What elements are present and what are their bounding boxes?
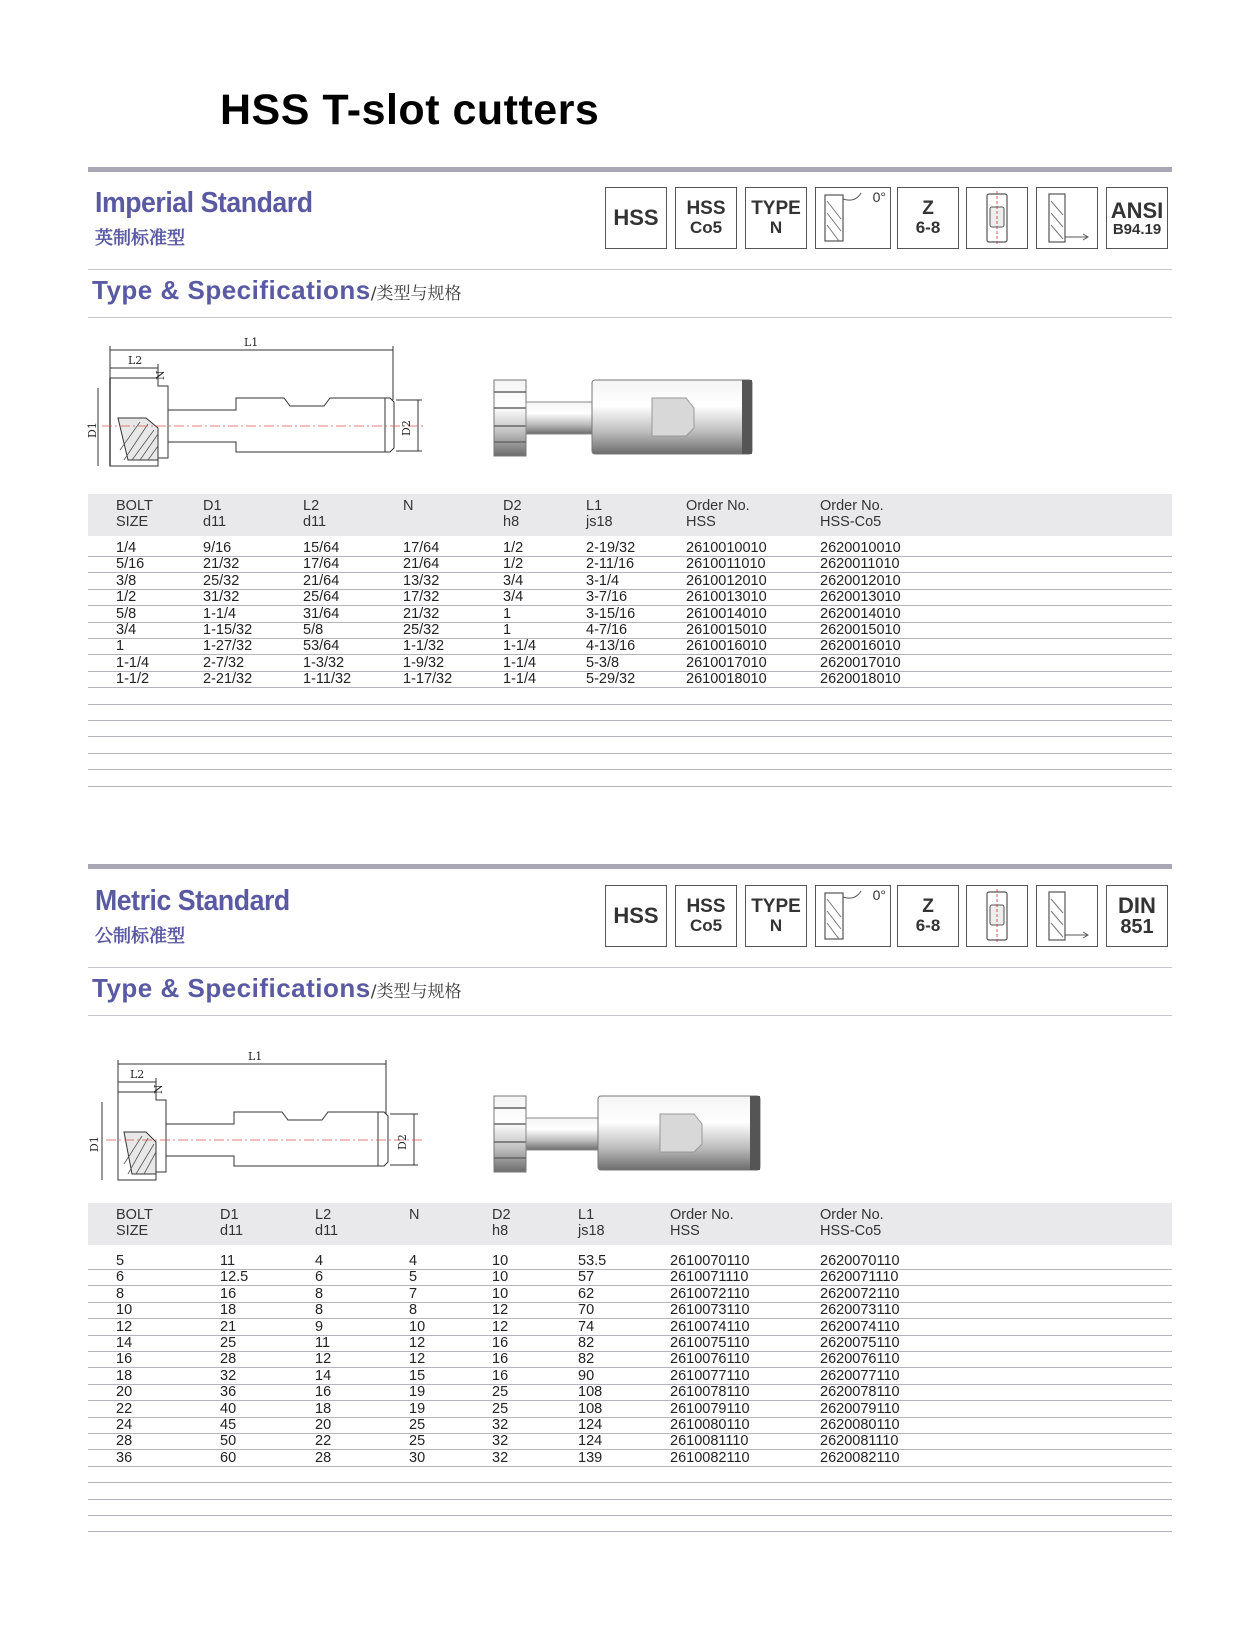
table-cell: 2-19/32	[586, 540, 636, 556]
table-cell: 2620016010	[820, 638, 901, 655]
table-cell: 2610080110	[670, 1417, 750, 1433]
column-header: L1 js18	[578, 1207, 605, 1239]
table-cell: 124	[578, 1417, 603, 1433]
column-header: D2 h8	[503, 498, 522, 530]
dim-label-l2: L2	[130, 1068, 145, 1081]
table-cell: 2620076110	[820, 1351, 900, 1368]
table-cell: 24	[116, 1417, 133, 1433]
table-cell: 32	[492, 1417, 509, 1433]
badge-hss-label: HSS	[613, 205, 659, 231]
divider	[88, 967, 1172, 968]
table-cell: 18	[220, 1302, 237, 1319]
table-header	[88, 1203, 1172, 1245]
spec-title: Type & Specifications/类型与规格	[92, 973, 462, 1003]
row-divider	[88, 1302, 1172, 1303]
table-cell: 2610015010	[686, 622, 767, 638]
table-cell: 21/32	[403, 605, 440, 622]
table-cell: 4-7/16	[586, 622, 628, 638]
cutting-direction-icon	[1039, 191, 1095, 245]
table-cell: 82	[578, 1335, 595, 1351]
table-cell: 1-11/32	[303, 671, 352, 688]
row-divider	[88, 1400, 1172, 1401]
technical-drawing	[88, 1052, 428, 1184]
table-cell: 10	[492, 1269, 509, 1286]
table-cell: 7	[409, 1285, 418, 1302]
table-cell: 2610013010	[686, 589, 767, 606]
table-cell: 25	[492, 1400, 509, 1417]
table-cell: 5/8	[303, 622, 324, 638]
section-divider	[88, 864, 1172, 869]
shank-flat-icon	[977, 191, 1017, 245]
table-cell: 3/8	[116, 572, 137, 589]
table-cell: 1-1/4	[116, 654, 150, 671]
table-cell: 17/64	[303, 556, 340, 573]
dim-label-n: N	[154, 370, 167, 380]
badge-hss-label: HSS	[613, 903, 659, 929]
table-cell: 22	[116, 1400, 133, 1417]
table-cell: 17/32	[403, 589, 440, 606]
table-cell: 32	[220, 1367, 237, 1384]
table-cell: 30	[409, 1449, 426, 1466]
table-cell: 2610082110	[670, 1449, 750, 1466]
table-cell: 3/4	[503, 572, 524, 589]
badge-type-top: TYPE	[751, 896, 801, 918]
table-cell: 62	[578, 1285, 595, 1302]
column-header: Order No. HSS-Co5	[820, 1207, 884, 1239]
column-header: BOLT SIZE	[116, 1207, 153, 1239]
badge-hss-co5-top: HSS	[686, 896, 726, 918]
badge-standard	[1106, 885, 1168, 947]
dim-label-d1: D1	[88, 1136, 101, 1152]
table-cell: 1-15/32	[203, 622, 253, 638]
table-cell: 2610070110	[670, 1253, 750, 1269]
table-cell: 6	[116, 1269, 125, 1286]
table-cell: 16	[220, 1285, 237, 1302]
table-cell: 2610012010	[686, 572, 767, 589]
table-cell: 2620013010	[820, 589, 901, 606]
table-cell: 36	[220, 1384, 237, 1401]
table-cell: 2620010010	[820, 540, 901, 556]
table-cell: 53.5	[578, 1253, 607, 1269]
column-header: D2 h8	[492, 1207, 511, 1239]
table-cell: 2610079110	[670, 1400, 750, 1417]
table-cell: 1/4	[116, 540, 137, 556]
badge-type	[745, 187, 807, 249]
empty-row-line	[88, 1499, 1172, 1500]
table-cell: 18	[315, 1400, 332, 1417]
table-cell: 14	[315, 1367, 332, 1384]
table-cell: 12	[315, 1351, 332, 1368]
table-cell: 2620072110	[820, 1285, 900, 1302]
empty-row-line	[88, 1482, 1172, 1483]
badge-hss-co5	[675, 885, 737, 947]
row-divider	[88, 1367, 1172, 1368]
table-cell: 5/16	[116, 556, 145, 573]
table-cell: 90	[578, 1367, 595, 1384]
table-cell: 3/4	[116, 622, 137, 638]
standard-title: Metric Standard	[95, 885, 290, 917]
table-cell: 2620078110	[820, 1384, 900, 1401]
dim-label-d2: D2	[396, 1134, 409, 1150]
standard-title: Imperial Standard	[95, 187, 313, 219]
table-cell: 108	[578, 1384, 603, 1401]
column-header: Order No. HSS-Co5	[820, 498, 884, 530]
table-cell: 1-1/4	[503, 638, 537, 655]
product-image	[488, 378, 768, 458]
table-cell: 2620018010	[820, 671, 901, 688]
table-cell: 2620014010	[820, 605, 901, 622]
column-header: L2 d11	[315, 1207, 339, 1239]
table-cell: 12.5	[220, 1269, 249, 1286]
table-cell: 8	[315, 1302, 324, 1319]
row-divider	[88, 1433, 1172, 1434]
table-cell: 5	[409, 1269, 418, 1286]
row-divider	[88, 1449, 1172, 1450]
table-cell: 5-29/32	[586, 671, 636, 688]
table-cell: 2610010010	[686, 540, 767, 556]
badge-type-bottom: N	[769, 218, 783, 238]
column-header: N	[403, 498, 414, 514]
table-cell: 2620074110	[820, 1318, 900, 1335]
row-divider	[88, 1318, 1172, 1319]
table-cell: 32	[492, 1449, 509, 1466]
technical-drawing	[88, 338, 428, 470]
cutting-direction-icon	[1039, 889, 1095, 943]
table-cell: 2610071110	[670, 1269, 749, 1286]
table-cell: 21/32	[203, 556, 240, 573]
table-cell: 2610011010	[686, 556, 766, 573]
product-image	[488, 1094, 778, 1174]
table-cell: 2620080110	[820, 1417, 900, 1433]
row-divider	[88, 572, 1172, 573]
table-cell: 31/64	[303, 605, 340, 622]
table-cell: 1-27/32	[203, 638, 253, 655]
column-header: D1 d11	[203, 498, 227, 530]
table-cell: 2610076110	[670, 1351, 750, 1368]
row-divider	[88, 589, 1172, 590]
table-cell: 1	[116, 638, 125, 655]
table-cell: 1	[503, 605, 512, 622]
row-divider	[88, 687, 1172, 688]
empty-row-line	[88, 1515, 1172, 1516]
table-cell: 10	[116, 1302, 133, 1319]
table-cell: 1-1/2	[116, 671, 150, 688]
empty-row-line	[88, 1531, 1172, 1532]
column-header: L1 js18	[586, 498, 613, 530]
table-cell: 16	[315, 1384, 332, 1401]
table-cell: 2620017010	[820, 654, 901, 671]
column-header: L2 d11	[303, 498, 327, 530]
table-cell: 8	[116, 1285, 125, 1302]
table-cell: 2620071110	[820, 1269, 899, 1286]
table-cell: 3-7/16	[586, 589, 628, 606]
table-cell: 8	[409, 1302, 418, 1319]
badge-type	[745, 885, 807, 947]
table-cell: 40	[220, 1400, 237, 1417]
table-cell: 2620015010	[820, 622, 901, 638]
badge-z-bottom: 6-8	[915, 916, 941, 936]
table-cell: 1/2	[503, 540, 524, 556]
badge-shank-flat	[966, 187, 1028, 249]
table-cell: 1-1/4	[203, 605, 237, 622]
row-divider	[88, 654, 1172, 655]
table-cell: 2-7/32	[203, 654, 245, 671]
table-cell: 21	[220, 1318, 237, 1335]
table-cell: 1	[503, 622, 512, 638]
row-divider	[88, 1335, 1172, 1336]
badge-z-flutes	[897, 885, 959, 947]
shank-flat-icon	[977, 889, 1017, 943]
badge-z-flutes	[897, 187, 959, 249]
table-cell: 2-11/16	[586, 556, 635, 573]
row-divider	[88, 1285, 1172, 1286]
table-cell: 20	[116, 1384, 133, 1401]
badge-standard	[1106, 187, 1168, 249]
empty-row-line	[88, 704, 1172, 705]
table-cell: 1-1/32	[403, 638, 445, 655]
table-cell: 3/4	[503, 589, 524, 606]
table-cell: 25	[492, 1384, 509, 1401]
standard-title-cn: 英制标准型	[95, 228, 185, 249]
table-cell: 15/64	[303, 540, 340, 556]
badge-standard-top: ANSI	[1110, 197, 1164, 223]
table-cell: 21/64	[403, 556, 440, 573]
badge-hss-co5-bottom: Co5	[689, 916, 723, 936]
table-cell: 14	[116, 1335, 133, 1351]
badge-z-bottom: 6-8	[915, 218, 941, 238]
table-cell: 25	[409, 1433, 426, 1450]
table-cell: 22	[315, 1433, 332, 1450]
badge-angle-label: 0°	[872, 887, 886, 903]
row-divider	[88, 1417, 1172, 1418]
table-cell: 12	[116, 1318, 133, 1335]
table-cell: 28	[315, 1449, 332, 1466]
table-cell: 17/64	[403, 540, 440, 556]
column-header: D1 d11	[220, 1207, 244, 1239]
table-cell: 4-13/16	[586, 638, 636, 655]
column-header: N	[409, 1207, 420, 1223]
badge-cutting-direction	[1036, 885, 1098, 947]
badge-helix-angle	[815, 187, 891, 249]
badge-hss-co5-bottom: Co5	[689, 218, 723, 238]
table-cell: 31/32	[203, 589, 240, 606]
table-cell: 9	[315, 1318, 324, 1335]
table-cell: 12	[409, 1335, 426, 1351]
table-cell: 36	[116, 1449, 133, 1466]
table-cell: 45	[220, 1417, 237, 1433]
empty-row-line	[88, 769, 1172, 770]
table-cell: 139	[578, 1449, 603, 1466]
table-cell: 53/64	[303, 638, 340, 655]
dim-label-l1: L1	[248, 1050, 263, 1063]
badge-standard-bottom: B94.19	[1112, 220, 1162, 238]
row-divider	[88, 1351, 1172, 1352]
badge-shank-flat	[966, 885, 1028, 947]
table-cell: 2610078110	[670, 1384, 750, 1401]
table-cell: 4	[409, 1253, 418, 1269]
table-cell: 8	[315, 1285, 324, 1302]
table-cell: 124	[578, 1433, 603, 1450]
row-divider	[88, 1384, 1172, 1385]
table-cell: 2620079110	[820, 1400, 900, 1417]
badge-type-bottom: N	[769, 916, 783, 936]
badge-cutting-direction	[1036, 187, 1098, 249]
table-cell: 28	[116, 1433, 133, 1450]
table-cell: 10	[409, 1318, 426, 1335]
table-cell: 12	[409, 1351, 426, 1368]
table-cell: 108	[578, 1400, 603, 1417]
table-cell: 1-1/4	[503, 654, 537, 671]
table-cell: 2610074110	[670, 1318, 750, 1335]
table-cell: 1/2	[116, 589, 137, 606]
table-cell: 11	[315, 1335, 331, 1351]
table-cell: 1-9/32	[403, 654, 445, 671]
table-cell: 2620070110	[820, 1253, 900, 1269]
table-cell: 25	[220, 1335, 237, 1351]
table-cell: 2610073110	[670, 1302, 750, 1319]
badge-hss-co5	[675, 187, 737, 249]
table-cell: 2620077110	[820, 1367, 900, 1384]
badge-standard-bottom: 851	[1120, 916, 1154, 939]
table-cell: 70	[578, 1302, 595, 1319]
table-cell: 12	[492, 1318, 509, 1335]
table-cell: 19	[409, 1384, 426, 1401]
badge-standard-top: DIN	[1118, 892, 1156, 918]
dim-label-l1: L1	[244, 336, 259, 349]
table-cell: 10	[492, 1285, 509, 1302]
table-cell: 2610017010	[686, 654, 767, 671]
table-cell: 15	[409, 1367, 426, 1384]
badge-helix-angle	[815, 885, 891, 947]
table-cell: 2610016010	[686, 638, 767, 655]
table-cell: 18	[116, 1367, 133, 1384]
table-cell: 5	[116, 1253, 125, 1269]
table-cell: 25/32	[403, 622, 440, 638]
table-cell: 5-3/8	[586, 654, 620, 671]
divider	[88, 1015, 1172, 1016]
table-cell: 2610081110	[670, 1433, 749, 1450]
badge-z-top: Z	[922, 198, 934, 220]
table-cell: 6	[315, 1269, 324, 1286]
table-cell: 82	[578, 1351, 595, 1368]
table-cell: 74	[578, 1318, 595, 1335]
table-cell: 3-1/4	[586, 572, 620, 589]
row-divider	[88, 1269, 1172, 1270]
table-cell: 20	[315, 1417, 332, 1433]
table-cell: 2620075110	[820, 1335, 900, 1351]
table-cell: 1-1/4	[503, 671, 537, 688]
table-cell: 12	[492, 1302, 509, 1319]
table-cell: 2620082110	[820, 1449, 900, 1466]
empty-row-line	[88, 720, 1172, 721]
table-cell: 2610077110	[670, 1367, 750, 1384]
empty-row-line	[88, 786, 1172, 787]
table-cell: 3-15/16	[586, 605, 636, 622]
table-cell: 1-17/32	[403, 671, 453, 688]
table-cell: 28	[220, 1351, 237, 1368]
table-cell: 2610075110	[670, 1335, 750, 1351]
table-cell: 9/16	[203, 540, 232, 556]
dim-label-d1: D1	[86, 422, 99, 438]
table-cell: 13/32	[403, 572, 440, 589]
dim-label-d2: D2	[400, 420, 413, 436]
page-title: HSS T-slot cutters	[220, 86, 600, 134]
row-divider	[88, 1466, 1172, 1467]
standard-title-cn: 公制标准型	[95, 926, 185, 947]
table-cell: 2620011010	[820, 556, 900, 573]
column-header: BOLT SIZE	[116, 498, 153, 530]
table-cell: 2610014010	[686, 605, 767, 622]
dim-label-n: N	[152, 1084, 165, 1094]
section-divider	[88, 167, 1172, 172]
badge-hss-co5-top: HSS	[686, 198, 726, 220]
table-cell: 2620012010	[820, 572, 901, 589]
table-header	[88, 494, 1172, 536]
table-cell: 2-21/32	[203, 671, 253, 688]
table-cell: 16	[492, 1367, 509, 1384]
divider	[88, 269, 1172, 270]
table-cell: 25/64	[303, 589, 340, 606]
badge-hss	[605, 187, 667, 249]
badge-hss	[605, 885, 667, 947]
table-cell: 19	[409, 1400, 426, 1417]
table-cell: 2610018010	[686, 671, 767, 688]
table-cell: 25	[409, 1417, 426, 1433]
table-cell: 32	[492, 1433, 509, 1450]
empty-row-line	[88, 753, 1172, 754]
table-cell: 16	[116, 1351, 133, 1368]
table-cell: 50	[220, 1433, 237, 1450]
table-cell: 1/2	[503, 556, 524, 573]
column-header: Order No. HSS	[670, 1207, 734, 1239]
spec-title: Type & Specifications/类型与规格	[92, 275, 462, 305]
table-cell: 1-3/32	[303, 654, 345, 671]
table-cell: 10	[492, 1253, 509, 1269]
table-cell: 2620073110	[820, 1302, 900, 1319]
dim-label-l2: L2	[128, 354, 143, 367]
table-cell: 25/32	[203, 572, 240, 589]
empty-row-line	[88, 736, 1172, 737]
table-cell: 5/8	[116, 605, 137, 622]
table-cell: 2620081110	[820, 1433, 899, 1450]
table-cell: 60	[220, 1449, 237, 1466]
table-cell: 11	[220, 1253, 236, 1269]
badge-z-top: Z	[922, 896, 934, 918]
table-cell: 16	[492, 1335, 509, 1351]
table-cell: 21/64	[303, 572, 340, 589]
table-cell: 4	[315, 1253, 324, 1269]
table-cell: 16	[492, 1351, 509, 1368]
divider	[88, 317, 1172, 318]
column-header: Order No. HSS	[686, 498, 750, 530]
table-cell: 57	[578, 1269, 595, 1286]
badge-type-top: TYPE	[751, 198, 801, 220]
table-cell: 2610072110	[670, 1285, 750, 1302]
badge-angle-label: 0°	[872, 189, 886, 205]
